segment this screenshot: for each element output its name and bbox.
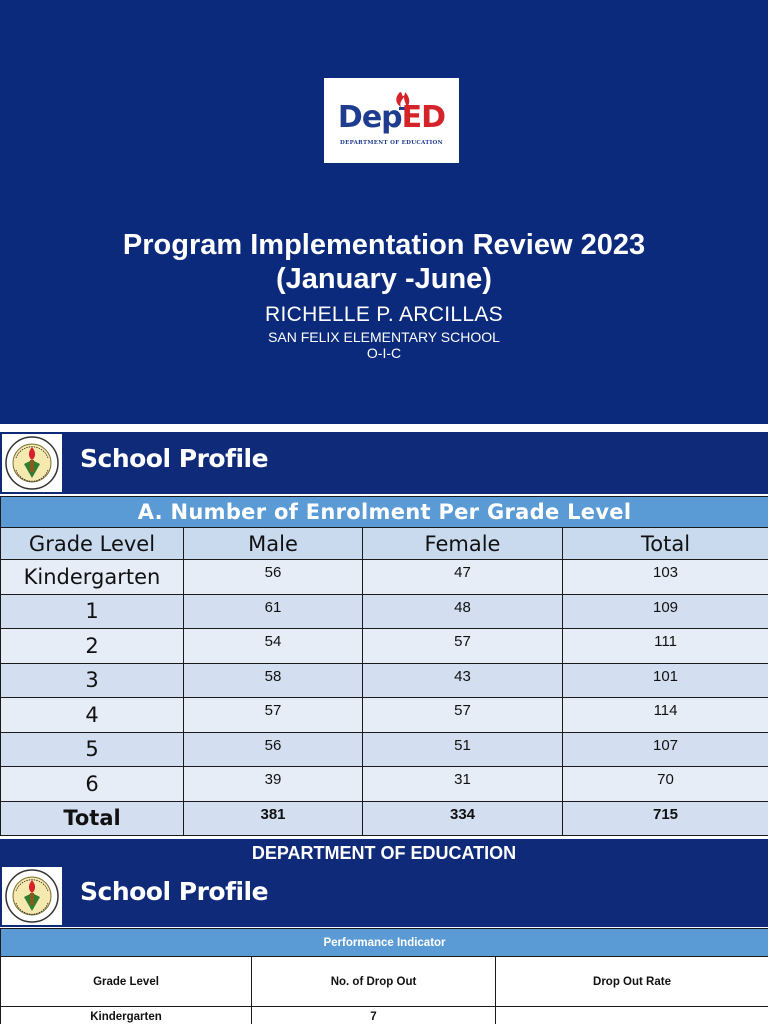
total-cell: 109: [563, 594, 768, 629]
male-cell: 58: [184, 663, 363, 698]
total-cell: 107: [563, 732, 768, 767]
slide-title-line-1: Program Implementation Review 2023: [122, 229, 646, 261]
grade-cell: 5: [1, 732, 184, 767]
table-row: [1, 560, 768, 595]
column-header: Total: [563, 528, 768, 560]
slide-title: [0, 228, 768, 296]
total-cell: 715: [563, 801, 768, 836]
school-name: SAN FELIX ELEMENTARY SCHOOL: [268, 329, 500, 345]
male-cell: 39: [184, 767, 363, 802]
grade-cell: 2: [1, 629, 184, 664]
female-cell: 57: [363, 629, 563, 664]
female-cell: 57: [363, 698, 563, 733]
performance-table: [0, 928, 768, 1024]
female-cell: 51: [363, 732, 563, 767]
column-header: No. of Drop Out: [252, 957, 496, 1007]
total-cell: 70: [563, 767, 768, 802]
profile-title: School Profile: [80, 444, 269, 473]
table-row: [1, 732, 768, 767]
school-profile-header-1: [0, 432, 768, 494]
deped-seal-icon: [2, 434, 62, 492]
male-cell: 54: [184, 629, 363, 664]
grade-cell: 4: [1, 698, 184, 733]
presenter-name: RICHELLE P. ARCILLAS: [265, 303, 503, 326]
male-cell: 381: [184, 801, 363, 836]
department-footer: DEPARTMENT OF EDUCATION: [0, 837, 768, 865]
grade-cell: Kindergarten: [1, 1007, 252, 1024]
table-row: [1, 663, 768, 698]
total-cell: 114: [563, 698, 768, 733]
table-row: [1, 629, 768, 664]
male-cell: 57: [184, 698, 363, 733]
deped-seal-icon: [2, 867, 62, 925]
enrolment-table: [0, 496, 768, 836]
table-total-row: [1, 801, 768, 836]
female-cell: 48: [363, 594, 563, 629]
dropout-count-cell: 7: [252, 1007, 496, 1024]
grade-cell: 1: [1, 594, 184, 629]
enrolment-caption: A. Number of Enrolment Per Grade Level: [1, 497, 768, 528]
school-profile-header-2: [0, 865, 768, 927]
enrolment-header-row: [1, 528, 768, 560]
table-row: [1, 1007, 768, 1024]
column-header: Grade Level: [1, 528, 184, 560]
grade-cell: 6: [1, 767, 184, 802]
dropout-rate-cell: [496, 1007, 768, 1024]
title-slide: [0, 0, 768, 424]
column-header: Female: [363, 528, 563, 560]
total-cell: 101: [563, 663, 768, 698]
male-cell: 56: [184, 560, 363, 595]
table-row: [1, 594, 768, 629]
deped-logo: [324, 78, 459, 163]
column-header: Grade Level: [1, 957, 252, 1007]
profile-title: School Profile: [80, 877, 269, 906]
table-row: [1, 767, 768, 802]
enrolment-caption-row: [1, 497, 768, 528]
deped-wordmark: [324, 101, 459, 135]
logo-ed-text: ED: [401, 100, 446, 135]
female-cell: 43: [363, 663, 563, 698]
grade-cell: 3: [1, 663, 184, 698]
presenter-role: O-I-C: [366, 345, 402, 361]
performance-caption: Performance Indicator: [1, 929, 768, 957]
column-header: Male: [184, 528, 363, 560]
performance-header-row: [1, 957, 768, 1007]
female-cell: 334: [363, 801, 563, 836]
grade-cell: Kindergarten: [1, 560, 184, 595]
female-cell: 31: [363, 767, 563, 802]
performance-caption-row: [1, 929, 768, 957]
column-header: Drop Out Rate: [496, 957, 768, 1007]
grade-cell: Total: [1, 801, 184, 836]
table-row: [1, 698, 768, 733]
total-cell: 103: [563, 560, 768, 595]
logo-subtitle: DEPARTMENT OF EDUCATION: [340, 140, 443, 146]
total-cell: 111: [563, 629, 768, 664]
female-cell: 47: [363, 560, 563, 595]
slide-divider: [0, 424, 768, 432]
male-cell: 56: [184, 732, 363, 767]
slide-title-line-2: (January -June): [276, 263, 492, 295]
male-cell: 61: [184, 594, 363, 629]
logo-dep-text: Dep: [337, 100, 402, 135]
